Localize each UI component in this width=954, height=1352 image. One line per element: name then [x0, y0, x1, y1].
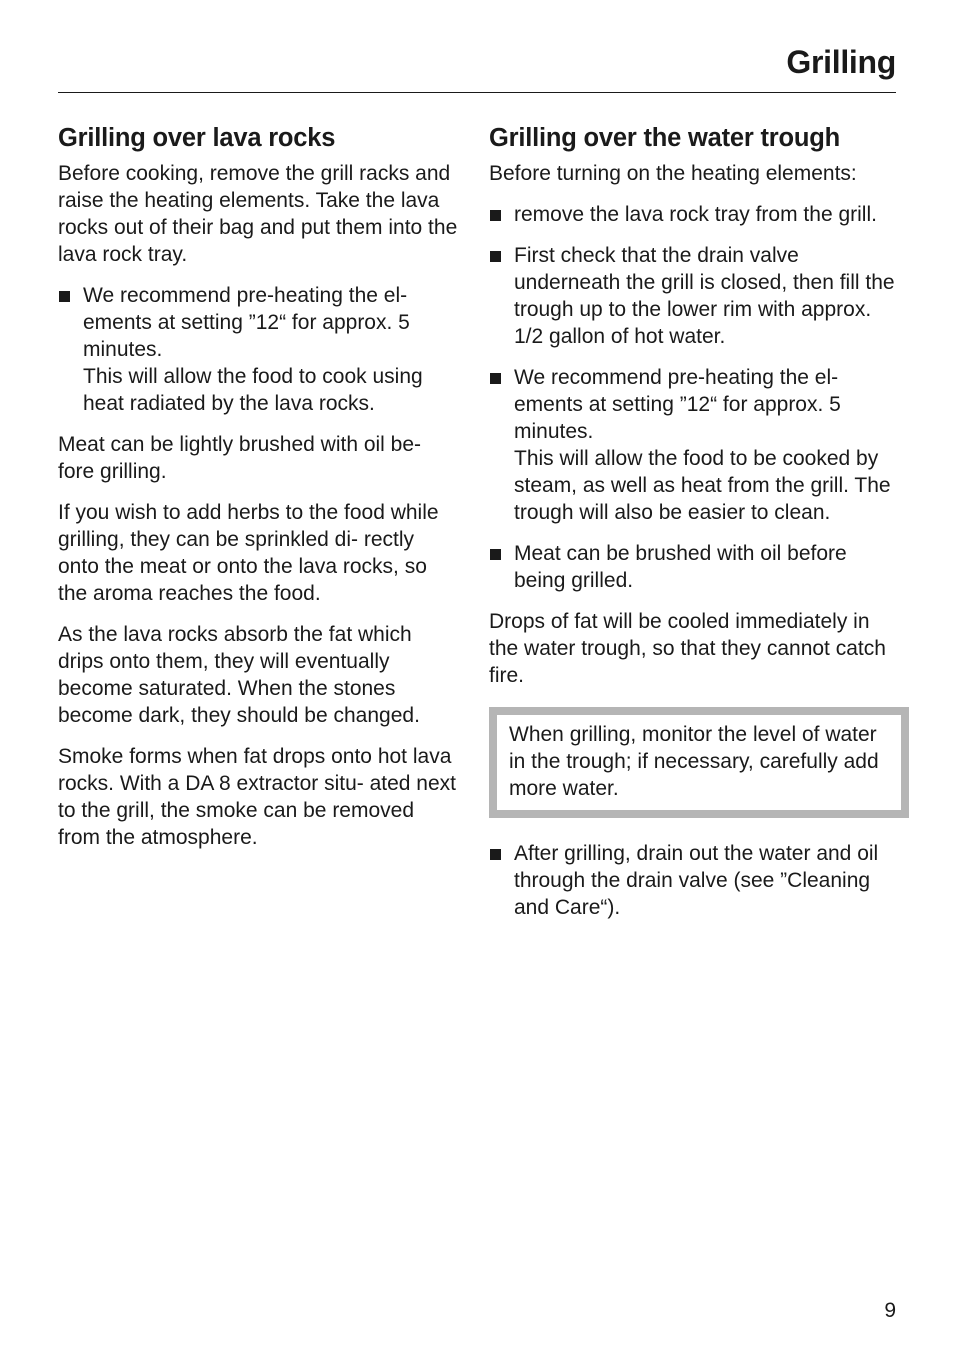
- bullet-square-icon: [490, 373, 501, 384]
- bullet-text: We recommend pre-heating the el- ements at setting ”12“ for approx. 5 minutes.: [514, 366, 841, 443]
- paragraph-fat-drops: Drops of fat will be cooled immediately in the water trough, so that they cannot catch fire.: [489, 610, 886, 687]
- list-item: [489, 242, 895, 350]
- lava-rocks-intro: Before cooking, remove the grill racks and raise the heating elements. Take the lava rocks out of their bag and put them into the lava rock tray.: [58, 162, 458, 266]
- section-heading-water-trough: Grilling over the water trough: [489, 124, 841, 152]
- bullet-square-icon: [490, 210, 501, 221]
- bullet-text: We recommend pre-heating the el- ements at setting ”12“ for approx. 5 minutes.: [83, 284, 410, 361]
- water-trough-intro: Before turning on the heating elements:: [489, 162, 857, 185]
- page-title: Grilling: [786, 44, 896, 80]
- bullet-text: remove the lava rock tray from the grill.: [514, 203, 877, 226]
- water-trough-bullet-list: [489, 201, 895, 594]
- list-item: [489, 364, 895, 526]
- bullet-square-icon: [59, 291, 70, 302]
- bullet-continuation: This will allow the food to cook using heat radiated by the lava rocks.: [83, 365, 423, 415]
- list-item: [58, 282, 460, 417]
- bullet-text: First check that the drain valve underneath the grill is closed, then fill the trough up to the lower rim with approx. 1/2 gallon of hot water.: [514, 244, 895, 348]
- note-text: When grilling, monitor the level of water in the trough; if necessary, carefully add more water.: [509, 723, 879, 800]
- left-column: [58, 118, 460, 865]
- bullet-square-icon: [490, 549, 501, 560]
- list-item: [489, 201, 895, 228]
- paragraph-saturation: As the lava rocks absorb the fat which drips onto them, they will eventually become saturated. When the stones become dark, they should be changed.: [58, 623, 420, 727]
- bullet-continuation: This will allow the food to be cooked by steam, as well as heat from the grill. The trough will also be easier to clean.: [514, 447, 891, 524]
- page-number: 9: [884, 1299, 896, 1322]
- note-box: [489, 707, 909, 818]
- bullet-text: After grilling, drain out the water and oil through the drain valve (see ”Cleaning and Care“).: [514, 842, 879, 919]
- title-divider: [58, 92, 896, 93]
- after-grilling-bullet-list: [489, 840, 895, 921]
- bullet-square-icon: [490, 849, 501, 860]
- paragraph-smoke: Smoke forms when fat drops onto hot lava rocks. With a DA 8 extractor situ- ated next to the grill, the smoke can be removed from the atmosphere.: [58, 745, 456, 849]
- right-column: [489, 118, 895, 935]
- list-item: [489, 540, 895, 594]
- paragraph-herbs: If you wish to add herbs to the food while grilling, they can be sprinkled di- rectly onto the meat or onto the lava rocks, so the aroma reaches the food.: [58, 501, 439, 605]
- lava-rocks-bullet-list: [58, 282, 460, 417]
- section-heading-lava-rocks: Grilling over lava rocks: [58, 124, 336, 152]
- paragraph-oil: Meat can be lightly brushed with oil be- fore grilling.: [58, 433, 422, 483]
- bullet-square-icon: [490, 251, 501, 262]
- list-item: [489, 840, 895, 921]
- bullet-text: Meat can be brushed with oil before being grilled.: [514, 542, 847, 592]
